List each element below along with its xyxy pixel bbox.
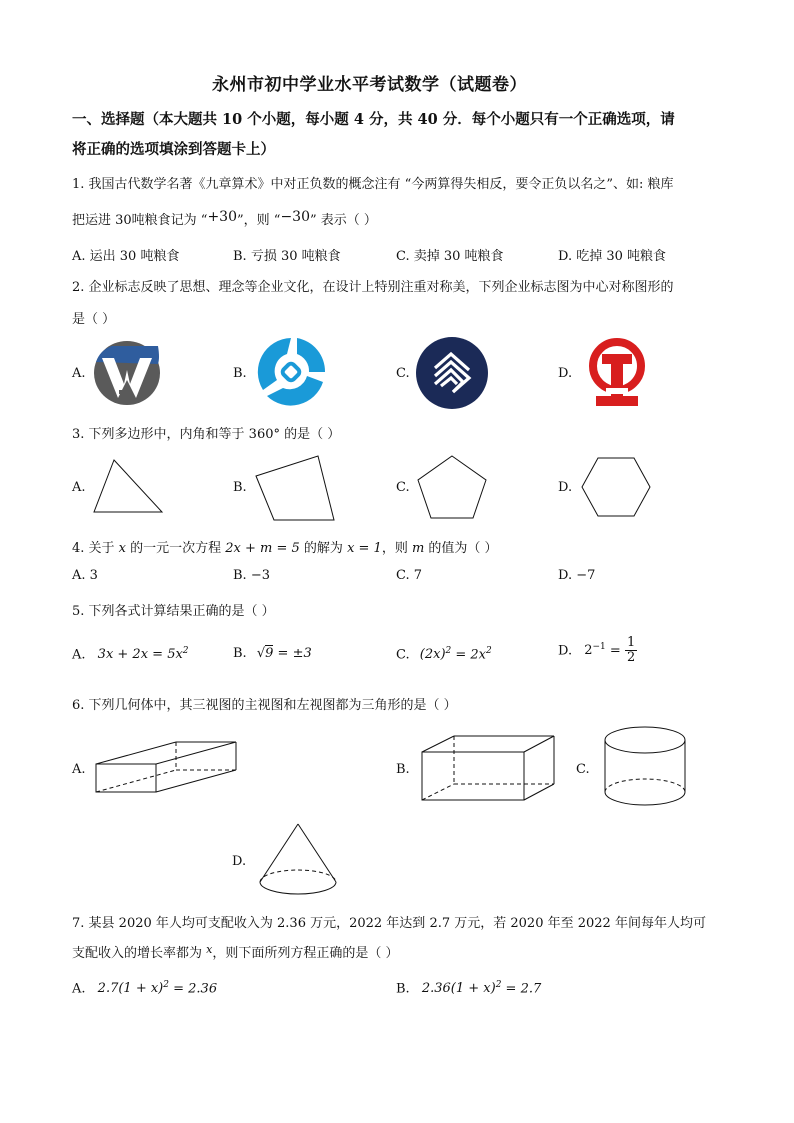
q5-option-b-rest: = ±3	[273, 646, 312, 661]
q7-option-a[interactable]	[72, 980, 217, 996]
q4-text-part: 4. 关于	[72, 541, 119, 556]
q7-option-b-expr: 2.36(1 + x)	[421, 981, 496, 997]
q5-option-a-exponent: 2	[182, 646, 189, 656]
logo-b-swirl-icon	[253, 334, 329, 410]
pentagon-shape	[416, 454, 488, 520]
q7-option-b-label: B.	[396, 981, 410, 997]
q4-variable-m: m	[411, 541, 425, 556]
hexagon-shape	[580, 456, 652, 518]
q5-option-d-fraction	[625, 636, 637, 666]
q7-text-line2	[72, 942, 399, 961]
q7-option-a-label: A.	[72, 981, 86, 997]
q4-text	[72, 537, 498, 556]
q6-option-c[interactable]: C.	[576, 762, 590, 777]
q3-option-c[interactable]: C.	[396, 480, 410, 495]
q3-text: 3. 下列多边形中，内角和等于 360° 的是（ ）	[72, 427, 341, 442]
q5-option-a-expr: 3x + 2x = 5x	[97, 647, 183, 663]
logo-d-railway-icon	[582, 338, 652, 410]
q7-text-line1: 7. 某县 2020 年人均可支配收入为 2.36 万元，2022 年达到 2.7 万元，若 2020 年至 2022 年间每年人均可	[72, 916, 706, 931]
q7-option-b-exponent: 2	[495, 980, 502, 990]
q5-option-b-radicand: 9	[265, 646, 274, 661]
q2-option-a[interactable]: A.	[72, 366, 86, 381]
q2-text-line1: 2. 企业标志反映了思想、理念等企业文化，在设计上特别注重对称美，下列企业标志图为中心对称图形的	[72, 280, 674, 295]
q7-option-b[interactable]	[396, 980, 541, 996]
sqrt-symbol-icon: √	[256, 646, 266, 661]
q2-text-line2: 是（ ）	[72, 312, 116, 327]
q3-option-a[interactable]: A.	[72, 480, 86, 495]
q4-equation: 2x + m = 5	[225, 541, 300, 556]
q1-text-line2	[72, 209, 377, 228]
q1-text-line1: 1. 我国古代数学名著《九章算术》中对正负数的概念注有 “今两算得失相反，要令正负以名之”、如: 粮库	[72, 177, 674, 192]
box-shape	[420, 734, 558, 802]
fraction-numerator: 1	[626, 635, 636, 650]
logo-a-w-house-icon	[92, 340, 162, 406]
q4-option-a[interactable]: A. 3	[72, 568, 98, 583]
q1-option-b[interactable]: B. 亏损 30 吨粮食	[233, 249, 341, 264]
q5-option-b[interactable]	[233, 646, 312, 661]
cylinder-shape	[602, 724, 688, 810]
q5-option-c-rest: = 2x	[451, 647, 487, 663]
q6-option-d[interactable]: D.	[232, 854, 247, 869]
q4-variable-x: x	[118, 541, 127, 556]
q1-value-positive: +30	[207, 209, 237, 225]
q2-option-d[interactable]: D.	[558, 366, 573, 381]
flat-prism-shape	[94, 740, 240, 796]
quadrilateral-shape	[254, 454, 336, 522]
q7-text-part: 支配收入的增长率都为	[72, 946, 207, 961]
q2-option-b[interactable]: B.	[233, 366, 247, 381]
section-header-line1: 一、选择题（本大题共 10 个小题，每小题 4 分，共 40 分．每个小题只有一个正确选项，请	[72, 111, 675, 128]
section-header-line2: 将正确的选项填涂到答题卡上）	[72, 141, 275, 158]
q7-option-a-exponent: 2	[163, 980, 169, 990]
q5-option-d-base: 2	[584, 643, 593, 659]
logo-c-stripes-icon	[415, 336, 489, 410]
q6-option-b[interactable]: B.	[396, 762, 410, 777]
q3-option-d[interactable]: D.	[558, 480, 573, 495]
q1-option-a[interactable]: A. 运出 30 吨粮食	[72, 249, 180, 264]
q5-option-c[interactable]	[396, 646, 492, 662]
page-title: 永州市初中学业水平考试数学（试题卷）	[212, 75, 527, 95]
q5-option-d-exponent: −1	[592, 641, 606, 652]
q4-text-part: ，则	[381, 541, 412, 556]
cone-shape	[258, 822, 338, 898]
q7-variable-x: x	[206, 943, 213, 956]
q1-option-c[interactable]: C. 卖掉 30 吨粮食	[396, 249, 504, 264]
q1-text-part: ”，则 “	[237, 213, 281, 228]
q5-option-d-equals: =	[605, 643, 625, 659]
q6-option-a[interactable]: A.	[72, 762, 86, 777]
q1-option-d[interactable]: D. 吃掉 30 吨粮食	[558, 249, 667, 264]
triangle-shape	[92, 458, 166, 516]
q7-option-a-rest: = 2.36	[168, 981, 218, 997]
q5-option-d-label: D.	[558, 643, 573, 659]
q3-option-b[interactable]: B.	[233, 480, 247, 495]
q7-option-a-expr: 2.7(1 + x)	[97, 981, 164, 997]
q5-option-c-label: C.	[396, 647, 410, 663]
q4-option-b[interactable]: B. −3	[233, 568, 270, 583]
q4-option-d[interactable]: D. −7	[558, 568, 596, 583]
q4-solution: x = 1	[347, 541, 382, 556]
q2-option-c[interactable]: C.	[396, 366, 410, 381]
q5-option-c-base: (2x)	[419, 647, 446, 663]
q1-text-part: ” 表示（ ）	[309, 213, 377, 228]
q5-option-b-label: B.	[233, 646, 247, 661]
q5-option-d[interactable]	[558, 636, 637, 666]
q5-option-a-label: A.	[72, 647, 86, 663]
q1-text-part: 把运进 30吨粮食记为 “	[72, 213, 208, 228]
q7-option-b-rest: = 2.7	[501, 981, 542, 997]
q4-text-part: 的解为	[299, 541, 348, 556]
q5-text: 5. 下列各式计算结果正确的是（ ）	[72, 604, 275, 619]
q4-option-c[interactable]: C. 7	[396, 568, 423, 583]
fraction-denominator: 2	[626, 650, 636, 666]
q5-option-c-exponent2: 2	[486, 646, 492, 656]
q4-text-part: 的值为（ ）	[424, 541, 498, 556]
q1-value-negative: −30	[280, 209, 310, 225]
q5-option-a[interactable]	[72, 646, 189, 662]
q7-text-part: ，则下面所列方程正确的是（ ）	[212, 946, 399, 961]
q5-option-c-exponent: 2	[445, 646, 452, 656]
q6-text: 6. 下列几何体中，其三视图的主视图和左视图都为三角形的是（ ）	[72, 698, 457, 713]
q4-text-part: 的一元一次方程	[126, 541, 226, 556]
